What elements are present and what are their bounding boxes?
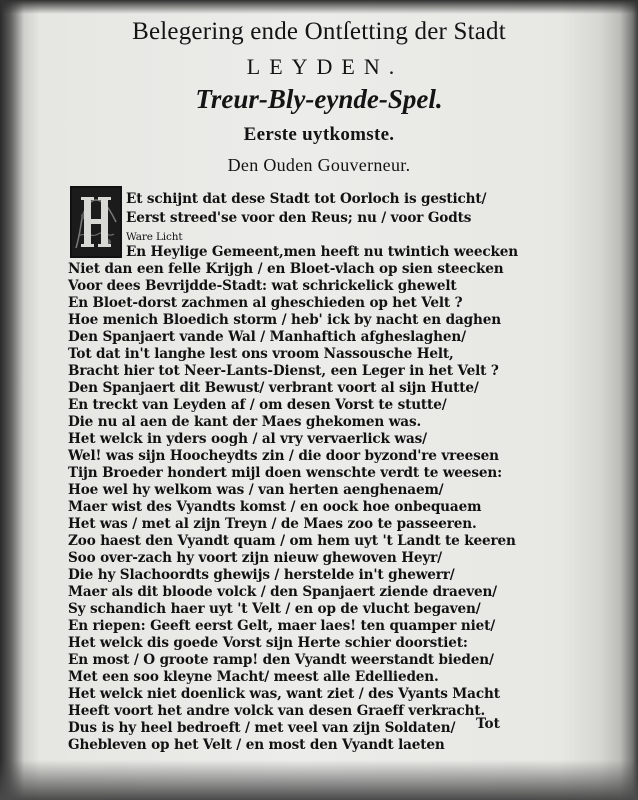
verse-line: Niet dan een felle Krijgh / en Bloet-vlach op sien steecken xyxy=(68,261,504,277)
verse-line: Soo over-zach hy voort zijn nieuw ghewoven Heyr/ xyxy=(68,550,442,566)
verse-line: Ware Licht xyxy=(126,231,183,243)
verse-line: Het welck in yders oogh / al vry vervaerlick was/ xyxy=(68,431,427,447)
verse-line: Dus is hy heel bedroeft / met veel van zijn Soldaten/ xyxy=(68,720,456,736)
ornamental-initial-h xyxy=(70,186,122,258)
verse-line: Bracht hier tot Neer-Lants-Dienst, een Leger in het Velt ? xyxy=(68,363,499,379)
verse-line: Den Spanjaert vande Wal / Manhaftich afgheslaghen/ xyxy=(68,329,466,345)
verse-line: Tot dat in't langhe lest ons vroom Nassousche Helt, xyxy=(68,346,454,362)
section-heading: Eerste uytkomste. xyxy=(243,124,395,145)
verse-line: Sy schandich haer uyt 't Velt / en op de vlucht begaven/ xyxy=(68,601,481,617)
verse-line: En most / O groote ramp! den Vyandt weerstandt bieden/ xyxy=(68,652,494,668)
verse-line: En treckt van Leyden af / om desen Vorst te stutte/ xyxy=(68,397,447,413)
verse-line: Voor dees Bevrijdde-Stadt: wat schrickelick ghewelt xyxy=(68,278,457,294)
verse-line: Tijn Broeder hondert mijl doen wenschte verdt te weesen: xyxy=(68,465,502,481)
verse-line: Ghebleven op het Velt / en most den Vyandt laeten xyxy=(68,737,445,753)
title-line-2: LEYDEN. xyxy=(246,54,404,79)
verse-line: Maer als dit bloode volck / den Spanjaert ziende draeven/ xyxy=(68,584,497,600)
verse-line: Die nu al aen de kant der Maes ghekomen was. xyxy=(68,414,422,430)
verse-line: Hoe wel hy welkom was / van herten aenghenaem/ xyxy=(68,482,444,498)
verse-line: Hoe menich Bloedich storm / heb' ick by nacht en daghen xyxy=(68,312,501,328)
book-edge-shadow-top xyxy=(0,0,638,14)
verse-line: En Bloet-dorst zachmen al gheschieden op het Velt ? xyxy=(68,295,463,311)
play-title: Treur-Bly-eynde-Spel. xyxy=(195,84,443,114)
title-line-1: Belegering ende Ontſetting der Stadt xyxy=(132,18,506,45)
speaker-name: Den Ouden Gouverneur. xyxy=(227,155,411,175)
verse-line: Het welck dis goede Vorst sijn Herte schier doorstiet: xyxy=(68,635,468,651)
verse-line: Den Spanjaert dit Bewust/ verbrant voort al sijn Hutte/ xyxy=(68,380,479,396)
verse-line: Zoo haest den Vyandt quam / om hem uyt 't Landt te keeren xyxy=(68,533,516,549)
verse-line: Met een soo kleyne Macht/ meest alle Edellieden. xyxy=(68,669,439,685)
verse-line: Maer wist des Vyandts komst / en oock hoe onbequaem xyxy=(68,499,482,515)
verse-line: En Heylige Gemeent,men heeft nu twintich weecken xyxy=(126,244,518,260)
verse-line: En riepen: Geeft eerst Gelt, maer laes! ten quamper niet/ xyxy=(68,618,496,634)
ornamental-initial-graphic xyxy=(72,188,120,256)
book-edge-shadow-bottom xyxy=(0,760,638,800)
verse-line: Het welck niet doenlick was, want ziet / des Vyants Macht xyxy=(68,686,500,702)
verse-line: Wel! was sijn Hoocheydts zin / die door byzond're vreesen xyxy=(68,448,499,464)
verse-line: Het was / met al zijn Treyn / de Maes zoo te passeeren. xyxy=(68,516,477,532)
verse-line: Et schijnt dat dese Stadt tot Oorloch is gesticht/ xyxy=(126,191,487,207)
verse-line: Heeft voort het andre volck van desen Graeff verkracht. xyxy=(68,703,486,719)
verse-line: Eerst streed'se voor den Reus; nu / voor Godts xyxy=(126,210,472,226)
verse-line: Die hy Slachoordts ghewijs / herstelde in't ghewerr/ xyxy=(68,567,455,583)
catchword: Tot xyxy=(476,716,500,732)
